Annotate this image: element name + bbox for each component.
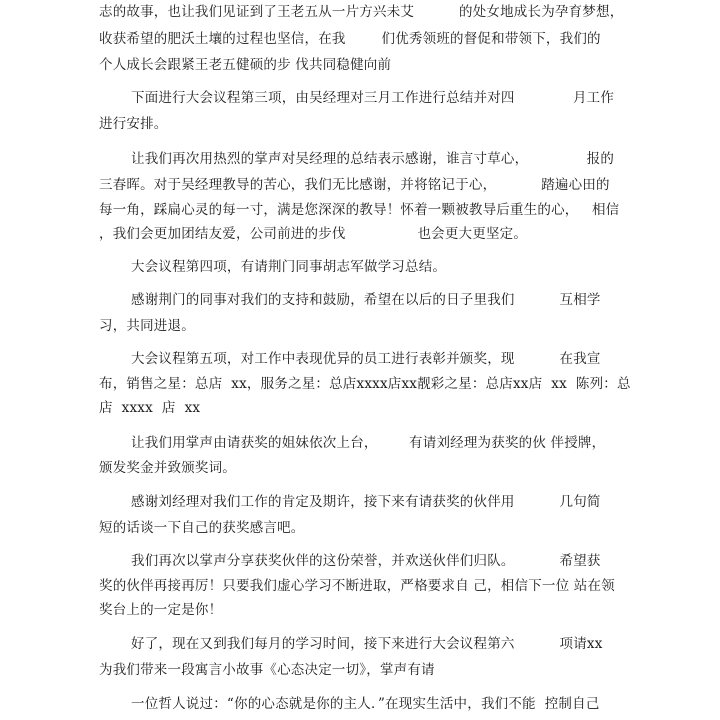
- text-line: 三春晖。对于吴经理教导的苦心，我们无比感谢，并将铭记于心， 踏遍心田的: [99, 177, 610, 193]
- text-line: 为我们带来一段寓言小故事《心态决定一切》，掌声有请: [99, 662, 435, 678]
- text-line: 店 xxxx 店 xx: [99, 400, 201, 416]
- text-line: 收获希望的肥沃土壤的过程也坚信，在我 们优秀领班的督促和带领下，我们的: [99, 31, 601, 47]
- text-line: 感谢荆门的同事对我们的支持和鼓励，希望在以后的日子里我们 互相学: [131, 292, 601, 308]
- text-line: 我们再次以掌声分享获奖伙伴的这份荣誉，并欢送伙伴们归队。 希望获: [131, 553, 601, 569]
- text-line: 个人成长会跟紧王老五健硕的步 伐共同稳健向前: [99, 57, 392, 73]
- text-line: 颁发奖金并致颁奖词。: [99, 460, 236, 476]
- text-line: 志的故事，也让我们见证到了王老五从一片方兴未艾 的处女地成长为孕育梦想，: [99, 4, 624, 20]
- text-line: 好了，现在又到我们每月的学习时间，接下来进行大会议程第六 项请xx: [131, 636, 603, 652]
- text-line: 下面进行大会议程第三项，由吴经理对三月工作进行总结并对四 月工作: [131, 90, 615, 106]
- text-line: 布，销售之星：总店 xx，服务之星：总店xxxx店xx靓彩之星：总店xx店 xx 陈列：总: [99, 376, 631, 392]
- text-line: 奖的伙伴再接再厉！只要我们虚心学习不断进取，严格要求自 己，相信下一位 站在领: [99, 578, 615, 594]
- text-line: 感谢刘经理对我们工作的肯定及期许，接下来有请获奖的伙伴用 几句简: [131, 494, 601, 510]
- text-line: 每一角，踩扁心灵的每一寸，满是您深深的教导！怀着一颗被教导后重生的心， 相信: [99, 202, 620, 218]
- text-line: 奖台上的一定是你！: [99, 602, 223, 618]
- text-line: 大会议程第五项，对工作中表现优异的员工进行表彰并颁奖，现 在我宣: [131, 351, 601, 367]
- text-line: 让我们用掌声由请获奖的姐妹依次上台， 有请刘经理为获奖的伙 伴授牌，: [131, 435, 606, 451]
- text-line: 习，共同进退。: [99, 318, 195, 334]
- text-line: ，我们会更加团结友爱，公司前进的步伐 也会更大更坚定。: [99, 226, 528, 242]
- text-line: 进行安排。: [99, 116, 168, 132]
- text-line: 短的话谈一下自己的获奖感言吧。: [99, 520, 305, 536]
- text-line: 让我们再次用热烈的掌声对吴经理的总结表示感谢，谁言寸草心， 报的: [131, 151, 615, 167]
- text-line: 大会议程第四项，有请荆门同事胡志军做学习总结。: [131, 259, 447, 275]
- text-line: 一位哲人说过：“你的心态就是你的主人．”在现实生活中，我们不能 控制自己: [131, 696, 600, 712]
